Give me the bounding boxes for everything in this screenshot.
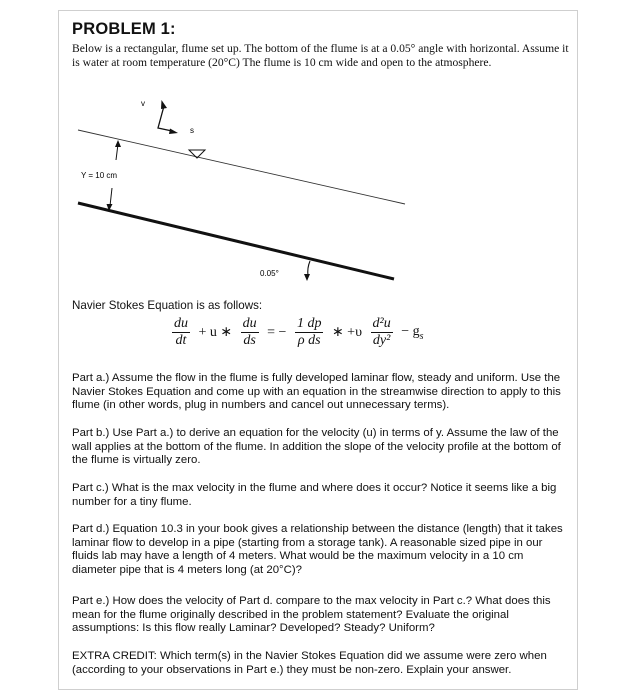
v-axis-label: v (141, 99, 145, 108)
depth-arrow-down (110, 188, 112, 206)
term-pressure-gradient: $\frac{1 dp}{\text{ρ ds}}$ (296, 316, 322, 348)
problem-intro: Below is a rectangular, flume set up. The bottom of the flume is at a 0.05° angle with horizontal. Assume it is water at room temperature (20°C) The flume is 10 cm wide and open to the atmosphere. (72, 42, 569, 69)
problem-title: PROBLEM 1: (72, 20, 176, 38)
term-du-ds: $\frac{du}{ds}$ (242, 316, 257, 348)
term-du-dt: $\frac{du}{dt}$ (174, 316, 188, 348)
term-d2u-dy2: $\frac{\text{d²u}}{\text{dy²}}$ (372, 316, 391, 348)
navier-stokes-equation (170, 316, 427, 349)
s-axis-label: s (190, 126, 194, 135)
water-surface-line (78, 130, 405, 204)
op-plus-nu: ∗ +υ (331, 325, 362, 340)
flume-diagram (72, 90, 412, 290)
angle-arrowhead-icon (304, 274, 310, 281)
v-arrowhead-icon (161, 100, 167, 109)
op-equals: = − (267, 324, 287, 340)
channel-bed-line (78, 203, 394, 279)
angle-label: 0.05° (260, 269, 279, 278)
part-a-text: Part a.) Assume the flow in the flume is fully developed laminar flow, steady and uniform. Use the Navier Stokes Equation and come up with an equation in the streamwise direction to apply to this flume (in other words, plug in numbers and cancel out unnecessary terms). (72, 372, 561, 412)
op-plus-u: + u ∗ (198, 325, 233, 340)
extra-credit-text: EXTRA CREDIT: Which term(s) in the Navier Stokes Equation did we assume were zero when (according to your observations in Part e.) they must be non-zero. Explain your answer. (72, 650, 547, 676)
part-e-text: Part e.) How does the velocity of Part d. compare to the max velocity in Part c.? What does this mean for the flume originally described in the problem statement? Evaluate the original assumptions: Is this flow really Laminar? Developed? Steady? Uniform? (72, 595, 551, 635)
op-minus-gs: − $g_s$ (401, 323, 424, 342)
part-b-text: Part b.) Use Part a.) to derive an equation for the velocity (u) in terms of y. Assume the law of the wall applies at the bottom of the flume. In addition the slope of the velocity profile at the bottom of the flume is virtually zero. (72, 427, 561, 467)
depth-arrowhead-up-icon (115, 140, 121, 147)
navier-stokes-label: Navier Stokes Equation is as follows: (72, 299, 263, 312)
depth-label: Y = 10 cm (81, 171, 118, 180)
angle-arc-icon (308, 261, 310, 276)
part-d-text: Part d.) Equation 10.3 in your book gives a relationship between the distance (length) that it takes laminar flow to develop in a pipe (starting from a storage tank). A reasonable sized pipe in our fluids lab may have a length of 4 meters. What would be the maximum velocity in a 10 cm diameter pipe that is 4 meters long (at 20°C)? (72, 523, 563, 577)
axes-icon (158, 106, 172, 131)
part-c-text: Part c.) What is the max velocity in the flume and where does it occur? Notice it seems like a big number for a tiny flume. (72, 482, 557, 508)
s-arrowhead-icon (169, 129, 178, 135)
